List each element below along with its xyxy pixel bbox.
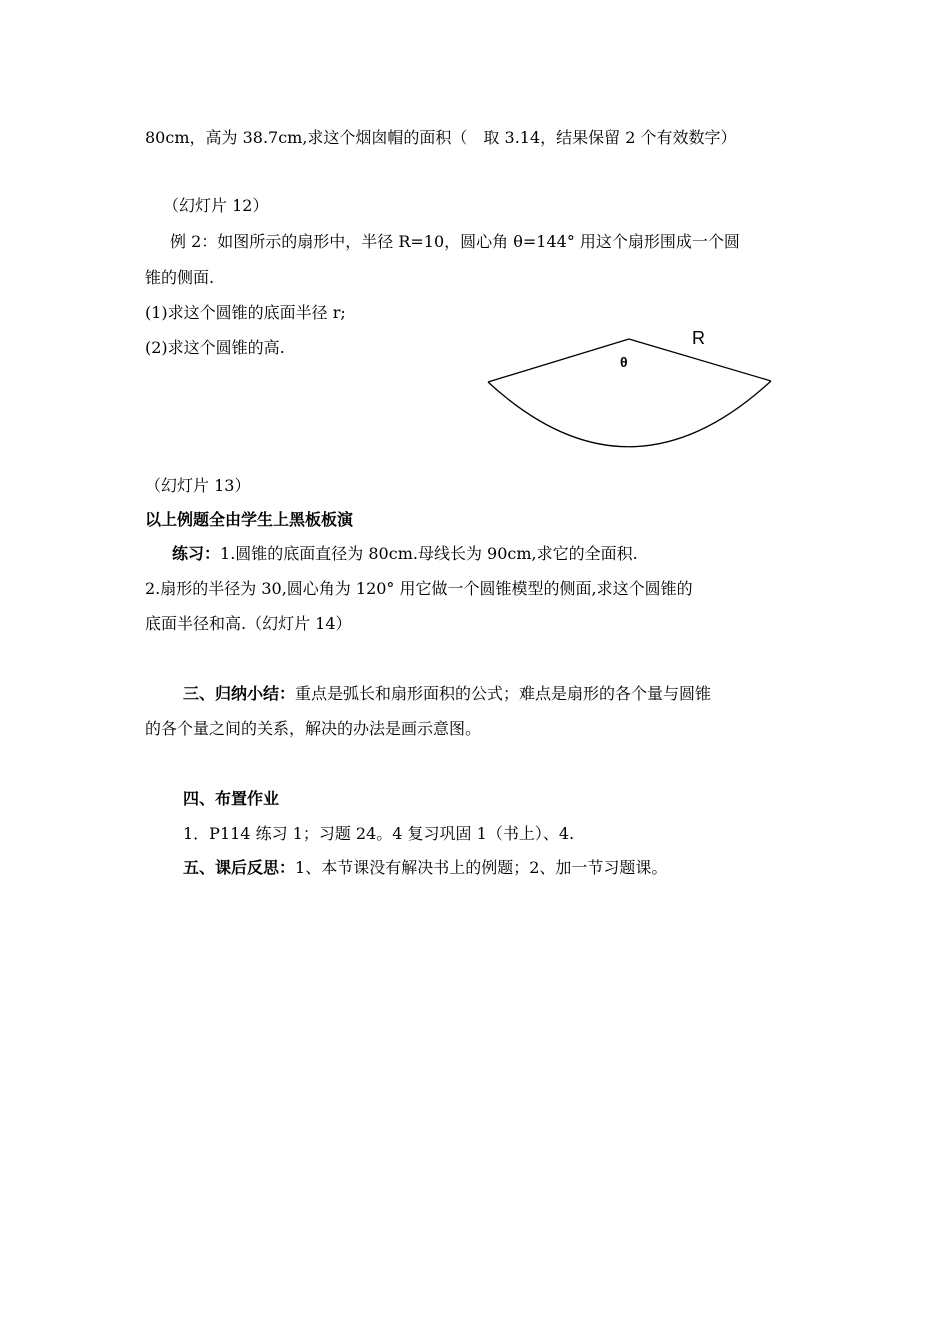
sector-left-radius	[488, 339, 629, 382]
practice-text: 1.圆锥的底面直径为 80cm.母线长为 90cm,求它的全面积.	[220, 544, 638, 563]
summary-text: 重点是弧长和扇形面积的公式；难点是扇形的各个量与圆锥	[295, 684, 712, 703]
example-2-line-1: 例 2：如图所示的扇形中，半径 R=10，圆心角 θ=144° 用这个扇形围成一个圆	[170, 232, 740, 251]
reflection-heading: 五、课后反思：	[183, 858, 296, 877]
radius-label: R	[692, 328, 705, 348]
practice-heading: 练习：	[172, 544, 221, 563]
reflection-line	[183, 858, 667, 878]
sector-arc	[488, 381, 771, 447]
angle-label: θ	[620, 354, 628, 370]
homework-heading: 四、布置作业	[183, 789, 280, 808]
note-students-board: 以上例题全由学生上黑板板演	[145, 510, 354, 529]
practice-line-3: 底面半径和高.（幻灯片 14）	[145, 614, 352, 633]
summary-line-2: 的各个量之间的关系，解决的办法是画示意图。	[145, 719, 482, 738]
homework-item-1: 1．P114 练习 1；习题 24。4 复习巩固 1（书上）、4.	[183, 824, 575, 843]
reflection-text: 1、本节课没有解决书上的例题；2、加一节习题课。	[295, 858, 668, 877]
example-2-question-1: (1)求这个圆锥的底面半径 r;	[145, 303, 346, 322]
summary-line-1	[183, 684, 711, 704]
practice-line-2: 2.扇形的半径为 30,圆心角为 120° 用它做一个圆锥模型的侧面,求这个圆锥的	[145, 579, 693, 598]
example-2-question-2: (2)求这个圆锥的高.	[145, 338, 285, 357]
slide-ref-13: （幻灯片 13）	[145, 476, 251, 495]
summary-heading: 三、归纳小结：	[183, 684, 296, 703]
text-line-1: 80cm，高为 38.7cm,求这个烟囱帽的面积（ 取 3.14，结果保留 2 个有效数字）	[145, 128, 737, 147]
example-2-line-2: 锥的侧面.	[145, 268, 215, 287]
slide-ref-12: （幻灯片 12）	[163, 196, 269, 215]
practice-line-1	[172, 544, 638, 564]
